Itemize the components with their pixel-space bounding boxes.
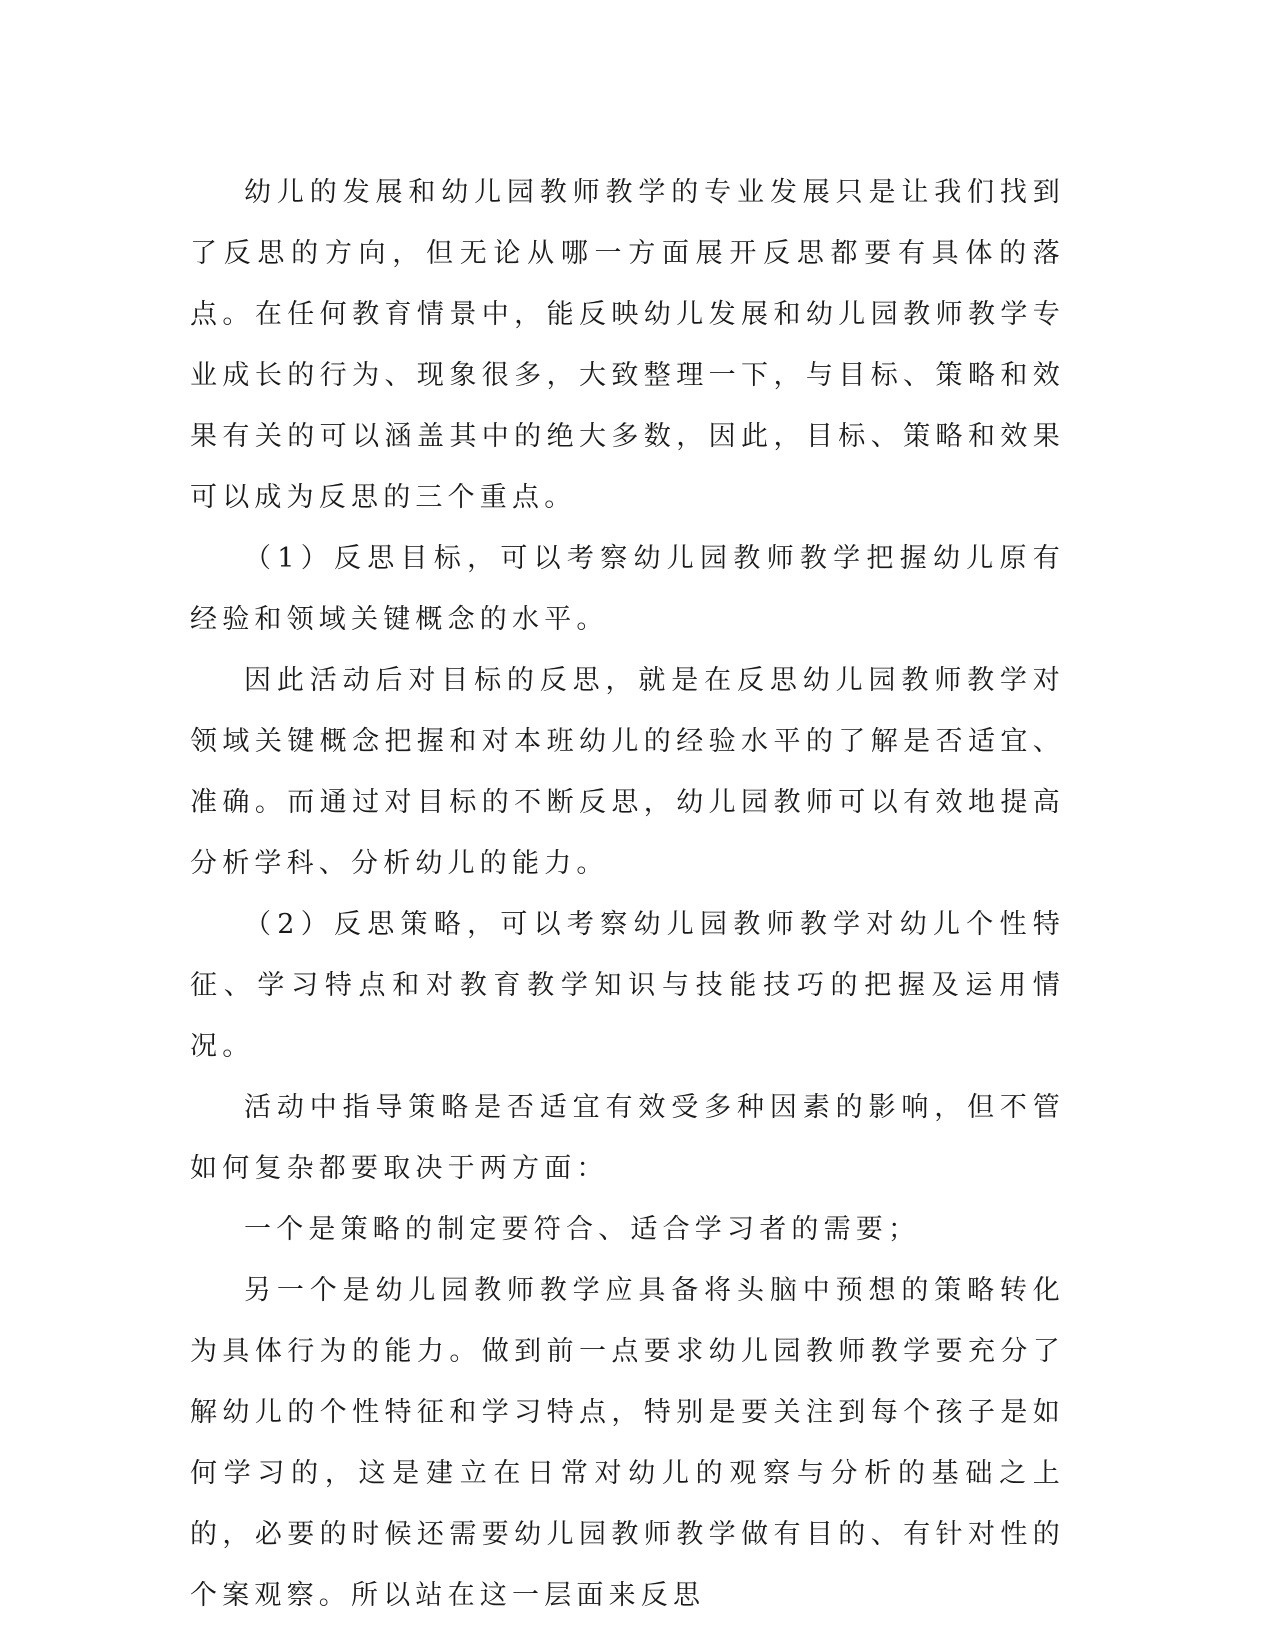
paragraph-reflect-goals: （1）反思目标，可以考察幼儿园教师教学把握幼儿原有经验和领域关键概念的水平。 [190,543,1065,635]
document-body [190,162,1065,1626]
paragraph-goals-detail: 因此活动后对目标的反思，就是在反思幼儿园教师教学对领域关键概念把握和对本班幼儿的经验水平的了解是否适宜、准确。而通过对目标的不断反思，幼儿园教师可以有效地提高分析学科、分析幼儿的能力。 [190,665,1065,879]
paragraph-intro: 幼儿的发展和幼儿园教师教学的专业发展只是让我们找到了反思的方向，但无论从哪一方面展开反思都要有具体的落点。在任何教育情景中，能反映幼儿发展和幼儿园教师教学专业成长的行为、现象很多，大致整理一下，与目标、策略和效果有关的可以涵盖其中的绝大多数，因此，目标、策略和效果可以成为反思的三个重点。 [190,177,1065,513]
paragraph-reflect-strategies: （2）反思策略，可以考察幼儿园教师教学对幼儿个性特征、学习特点和对教育教学知识与技能技巧的把握及运用情况。 [190,909,1065,1062]
paragraph-strategy-factors: 活动中指导策略是否适宜有效受多种因素的影响，但不管如何复杂都要取决于两方面： [190,1092,1065,1184]
paragraph-second-aspect: 另一个是幼儿园教师教学应具备将头脑中预想的策略转化为具体行为的能力。做到前一点要求幼儿园教师教学要充分了解幼儿的个性特征和学习特点，特别是要关注到每个孩子是如何学习的，这是建立在日常对幼儿的观察与分析的基础之上的，必要的时候还需要幼儿园教师教学做有目的、有针对性的个案观察。所以站在这一层面来反思 [190,1275,1065,1611]
paragraph-first-aspect: 一个是策略的制定要符合、适合学习者的需要； [244,1214,921,1245]
